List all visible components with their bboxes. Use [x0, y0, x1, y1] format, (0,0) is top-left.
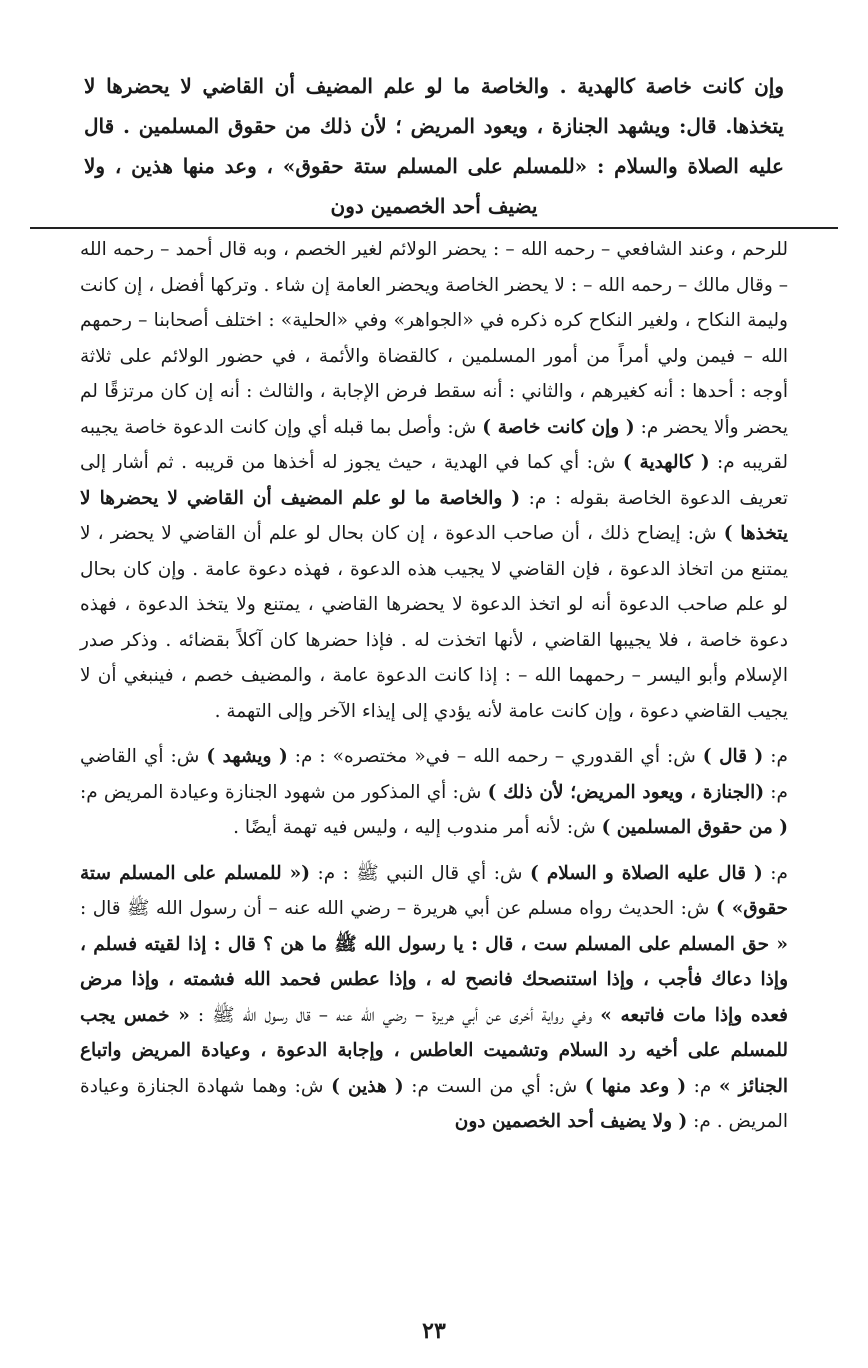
quoted-text-segment: ( وعد منها ): [584, 1075, 687, 1097]
quoted-text-segment: ( قال عليه الصلاة و السلام ): [530, 862, 763, 884]
commentary-paragraph-1: [80, 232, 788, 729]
main-text: وإن كانت خاصة كالهدية . والخاصة ما لو علم المضيف أن القاضي لا يحضرها لا يتخذها. قال: ويشهد الجنازة ، ويعود المريض ؛ لأن ذلك من حقوق المسلمين . قال عليه الصلاة والسلام : «للمسلم على المسلم ستة حقوق» ، وعد منها هذين ، ولا يضيف أحد الخصمين دون: [84, 74, 784, 218]
quoted-text-segment: ( ويشهد ): [206, 746, 288, 767]
commentary-text-segment: ش: الحديث رواه مسلم عن أبي هريرة – رضي الله عنه – أن رسول الله ﷺ قال :: [80, 898, 716, 919]
commentary-paragraph-3: [80, 856, 788, 1140]
quoted-text-segment: ( هذين ): [331, 1075, 404, 1097]
commentary-text-segment: ش: وأصل بما قبله أي وإن كانت الدعوة خاصة يجيبه لقريبه م:: [80, 416, 788, 473]
quoted-text-segment: ( كالهدية ): [622, 452, 710, 473]
commentary-paragraph-2: [80, 739, 788, 846]
quoted-text-segment: ( قال ): [702, 746, 764, 767]
quoted-text-segment: « خمس يجب للمسلم على أخيه رد السلام وتشميت العاطس ، وإجابة الدعوة ، وعيادة المريض واتباع الجنائز »: [80, 1004, 788, 1097]
quoted-text-segment: ( من حقوق المسلمين ): [601, 817, 788, 838]
commentary: [80, 232, 788, 1150]
commentary-text-segment: ش: أي المذكور من شهود الجنازة وعيادة المريض م:: [80, 781, 488, 803]
commentary-text-segment: ش: أي قال النبي ﷺ : م:: [309, 862, 531, 884]
commentary-text-segment: ش: وهما شهادة الجنازة وعيادة المريض . م:: [80, 1075, 788, 1132]
commentary-text-segment: م:: [763, 746, 788, 767]
commentary-text-segment: ش: أي القاضي م:: [80, 746, 788, 803]
quoted-text-segment: ( وإن كانت خاصة ): [482, 416, 635, 438]
quoted-text-segment: ( والخاصة ما لو علم المضيف أن القاضي لا يحضرها لا يتخذها ): [80, 487, 788, 544]
commentary-text-segment: ش: إيضاح ذلك ، أن صاحب الدعوة ، إن كان بحال لو علم أن القاضي لا يحضر ، لا يمتنع من اتخاذ الدعوة ، فإن القاضي لا يجيب هذه الدعوة ، فهذه دعوة عامة . وإن كان بحال لو علم صاحب الدعوة أنه لو اتخذ الدعوة لا يحضرها القاضي ، يمتنع ولا يتخذ الدعوة ، فهذه دعوة خاصة ، فلا يجيبها القاضي ، لأنها اتخذت له . فإذا حضرها كان آكلاً بقضائه . وذكر صدر الإسلام وأبو اليسر – رحمهما الله – : إذا كانت الدعوة عامة ، والمضيف خصم ، فينبغي أن لا يجيب القاضي دعوة ، وإن كانت عامة لأنه يؤدي إلى إيذاء الآخر وإلى التهمة .: [80, 523, 788, 722]
separator-line: [30, 227, 838, 229]
commentary-text-segment: ش: لأنه أمر مندوب إليه ، وليس فيه تهمة أيضًا .: [233, 817, 602, 838]
commentary-text-segment: م:: [686, 1075, 719, 1097]
commentary-text-segment: ش: أي القدوري – رحمه الله – في« مختصره» : م:: [287, 746, 703, 767]
quoted-text-segment: ( ولا يضيف أحد الخصمين دون: [454, 1111, 688, 1132]
commentary-text-segment: ش: أي من الست م:: [403, 1075, 585, 1097]
commentary-text-segment: للرحم ، وعند الشافعي – رحمه الله – : يحضر الولائم لغير الخصم ، وبه قال أحمد – رحمه الله – وقال مالك – رحمه الله – : لا يحضر الخاصة ويحضر العامة إن شاء . وتركها أفضل ، إن كانت وليمة النكاح ، ولغير النكاح كره ذكره في «الجواهر» وفي «الحلية» : اختلف أصحابنا – رحمهم الله – فيمن ولي أمراً من أمور المسلمين ، كالقضاة والأئمة ، في حضور الولائم على ثلاثة أوجه : أحدها : أنه كغيرهم ، والثاني : أنه سقط فرض الإجابة ، والثالث : أنه إن كان مرتزقًا لم يحضر وألا يحضر م:: [80, 239, 788, 438]
quoted-text-segment: (الجنازة ، ويعود المريض؛ لأن ذلك ): [487, 781, 765, 803]
quoted-text-segment: (« للمسلم على المسلم ستة حقوق» ): [80, 862, 788, 919]
page-number: ٢٣: [422, 1318, 446, 1344]
commentary-text-segment: وفي رواية أخرى عن أبي هريرة – رضي الله عنه – قال رسول الله ﷺ :: [189, 1004, 601, 1026]
quoted-text-segment: « حق المسلم على المسلم ست ، قال : يا رسول الله ﷺ ما هن ؟ قال : إذا لقيته فسلم ، وإذا دعاك فأجب ، وإذا استنصحك فانصح له ، وإذا عطس فحمد الله فشمته ، وإذا مرض فعده وإذا مات فاتبعه »: [80, 933, 788, 1026]
commentary-text-segment: ش: أي كما في الهدية ، حيث يجوز له أخذها من قريبه . ثم أشار إلى تعريف الدعوة الخاصة بقوله : م:: [80, 452, 788, 509]
commentary-text-segment: م:: [762, 862, 788, 884]
